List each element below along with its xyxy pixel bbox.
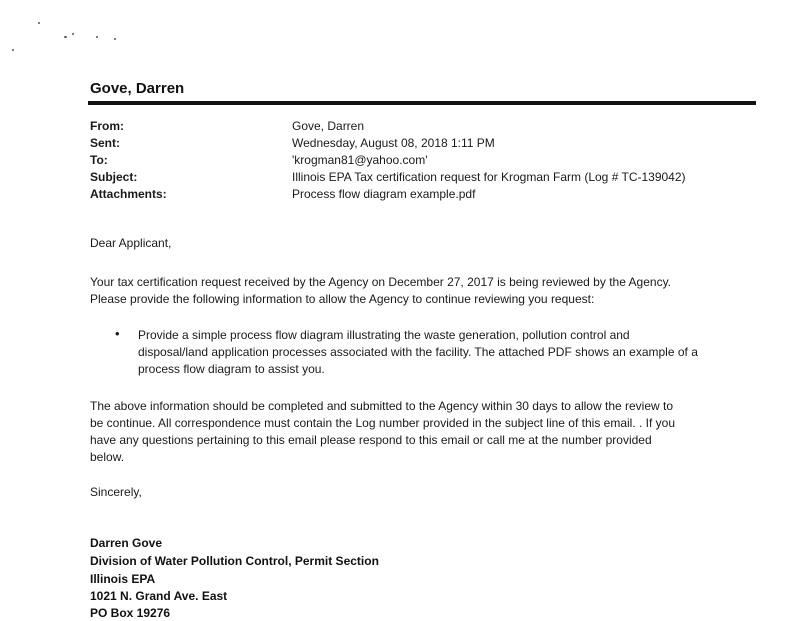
paragraph-2-line-4: below. <box>90 450 125 464</box>
bullet-item <box>138 327 758 378</box>
paragraph-2-line-1: The above information should be completed and submitted to the Agency within 30 days to allow the review to <box>90 399 674 413</box>
paragraph-1-line-2: Please provide the following information to allow the Agency to continue reviewing you request: <box>90 292 595 306</box>
paragraph-1-line-1: Your tax certification request received by the Agency on December 27, 2017 is being reviewed by the Agency. <box>90 275 672 289</box>
to-label: To: <box>90 153 108 167</box>
closing: Sincerely, <box>90 485 142 499</box>
bullet-line-1: Provide a simple process flow diagram illustrating the waste generation, pollution control and <box>138 328 630 342</box>
sent-value: Wednesday, August 08, 2018 1:11 PM <box>292 136 495 150</box>
paragraph-2-line-3: have any questions pertaining to this email please respond to this email or call me at the number provided <box>90 433 652 447</box>
greeting: Dear Applicant, <box>90 236 172 250</box>
scan-speck <box>96 36 98 38</box>
sent-label: Sent: <box>90 136 120 150</box>
attachments-label: Attachments: <box>90 187 167 201</box>
subject-label: Subject: <box>90 170 138 184</box>
header-rule <box>88 101 756 105</box>
from-label: From: <box>90 119 124 133</box>
scan-speck <box>64 36 67 38</box>
scan-speck <box>72 33 74 35</box>
sender-name-heading: Gove, Darren <box>90 80 185 97</box>
signature-po-box: PO Box 19276 <box>90 606 171 620</box>
from-value: Gove, Darren <box>292 119 365 133</box>
bullet-icon: • <box>115 326 120 341</box>
signature-address: 1021 N. Grand Ave. East <box>90 589 228 603</box>
scan-speck <box>38 22 40 24</box>
scan-speck <box>12 49 14 51</box>
bullet-line-3: process flow diagram to assist you. <box>138 362 325 376</box>
scan-speck <box>114 38 116 40</box>
bullet-line-2: disposal/land application processes associated with the facility. The attached PDF shows an example of a <box>138 345 698 359</box>
subject-value: Illinois EPA Tax certification request for Krogman Farm (Log # TC-139042) <box>292 170 686 184</box>
signature-name: Darren Gove <box>90 536 163 550</box>
signature-agency: Illinois EPA <box>90 572 156 586</box>
paragraph-2-line-2: be continue. All correspondence must contain the Log number provided in the subject line of this email. . If you <box>90 416 676 430</box>
to-value: 'krogman81@yahoo.com' <box>292 153 428 167</box>
signature-division: Division of Water Pollution Control, Permit Section <box>90 554 379 568</box>
attachments-value: Process flow diagram example.pdf <box>292 187 476 201</box>
